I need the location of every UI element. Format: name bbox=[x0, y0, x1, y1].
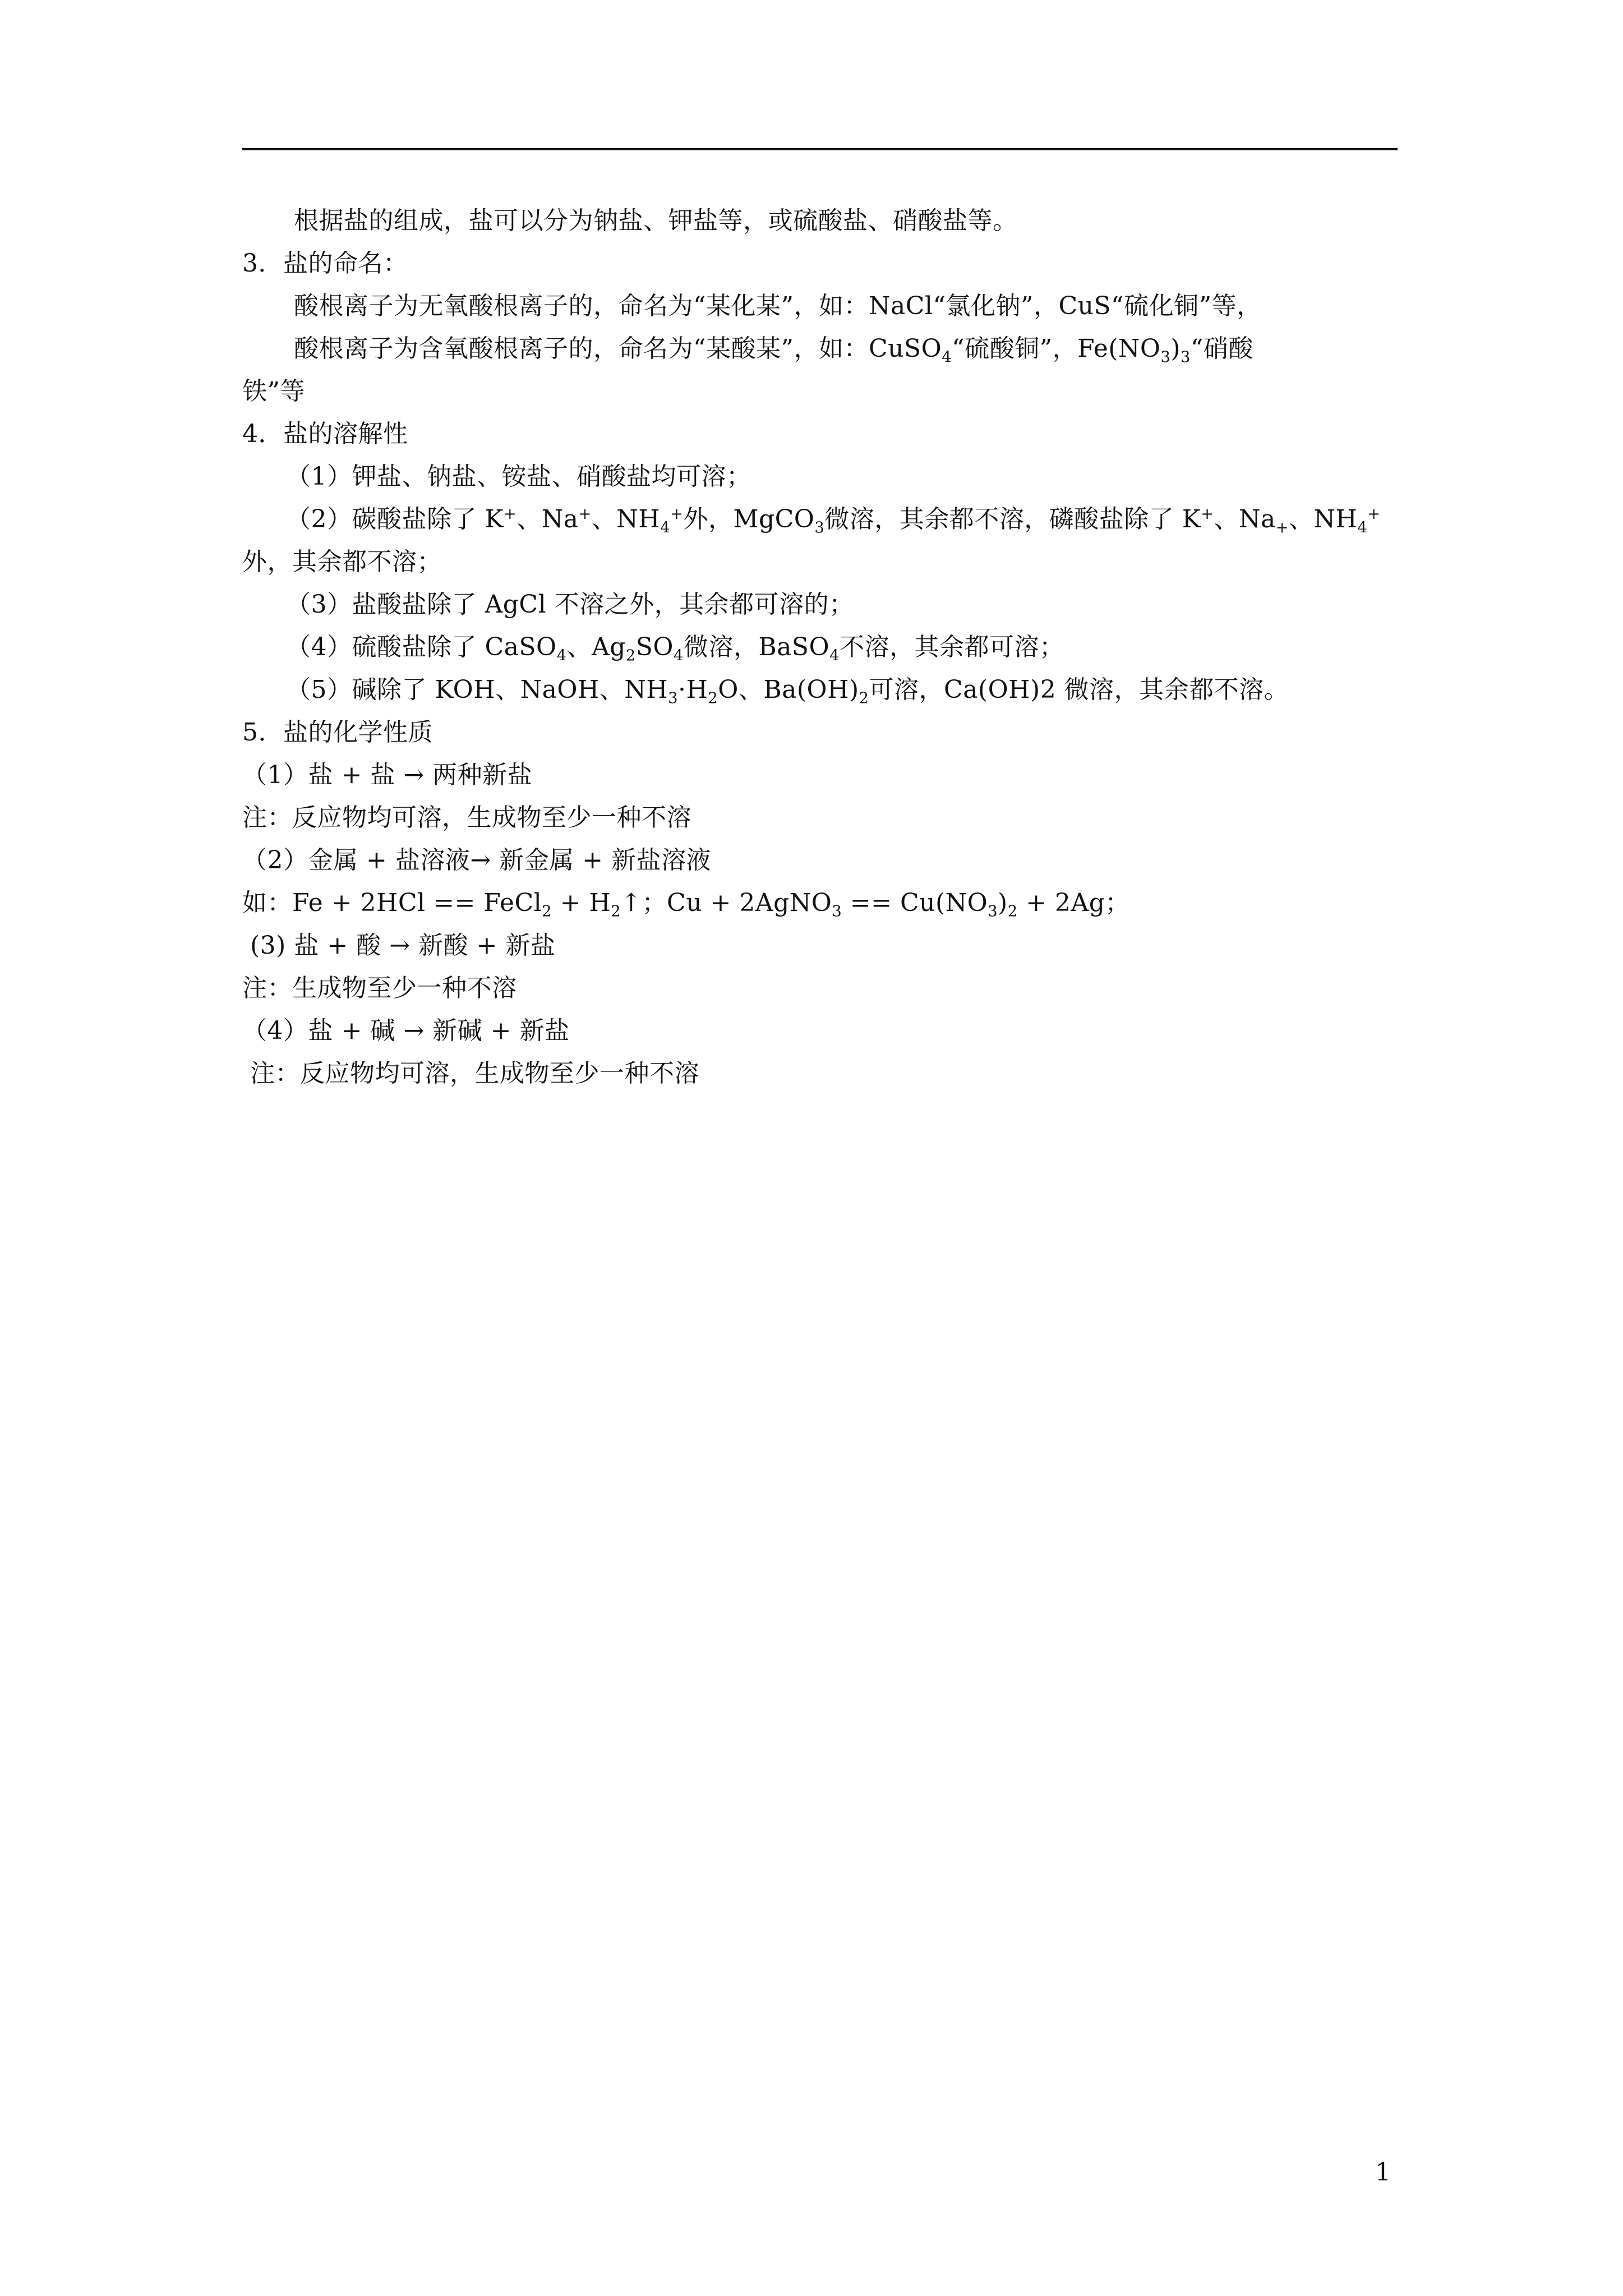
header-rule bbox=[242, 148, 1398, 150]
superscript: + bbox=[1201, 505, 1214, 523]
text: 不溶，其余都可溶； bbox=[839, 633, 1064, 661]
text: “硫酸铜”，Fe(NO bbox=[952, 334, 1161, 363]
subscript: + bbox=[1275, 519, 1289, 537]
text: SO bbox=[635, 633, 674, 661]
text: 酸根离子为含氧酸根离子的，命名为“某酸某”，如：CuSO bbox=[294, 334, 942, 363]
subscript: 3 bbox=[832, 903, 842, 921]
solubility-item-3: （3）盐酸盐除了 AgCl 不溶之外，其余都可溶的； bbox=[286, 590, 854, 619]
property-1-note: 注：反应物均可溶，生成物至少一种不溶 bbox=[242, 803, 691, 832]
subscript: 4 bbox=[829, 647, 840, 665]
solubility-item-5 bbox=[286, 673, 1289, 707]
text: ) bbox=[1170, 334, 1181, 363]
subscript: 2 bbox=[1007, 903, 1018, 921]
heading-salt-naming: 3．盐的命名： bbox=[242, 249, 408, 278]
text: == Cu(NO bbox=[842, 889, 988, 917]
subscript: 2 bbox=[708, 689, 718, 707]
property-1: （1）盐 + 盐 → 两种新盐 bbox=[242, 761, 533, 789]
text: ↑；Cu + 2AgNO bbox=[621, 889, 832, 917]
text: 、Na bbox=[1214, 505, 1276, 533]
text: 微溶，BaSO bbox=[683, 633, 830, 661]
text: 如：Fe + 2HCl == FeCl bbox=[242, 889, 542, 917]
subscript: 2 bbox=[859, 689, 869, 707]
subscript: 4 bbox=[673, 647, 684, 665]
text: 外，MgCO bbox=[683, 505, 815, 533]
text: 微溶，其余都不溶，磷酸盐除了 K bbox=[824, 505, 1201, 533]
subscript: 2 bbox=[611, 903, 621, 921]
subscript: 2 bbox=[625, 647, 636, 665]
paragraph-oxy-naming-cont: 铁”等 bbox=[242, 377, 305, 406]
text: + 2Ag； bbox=[1017, 889, 1130, 917]
text: 、Ag bbox=[566, 633, 626, 661]
subscript: 3 bbox=[668, 689, 679, 707]
heading-chemical-properties: 5．盐的化学性质 bbox=[242, 718, 433, 747]
text: ) bbox=[998, 889, 1008, 917]
page-number: 1 bbox=[1375, 2158, 1391, 2187]
solubility-item-2-cont: 外，其余都不溶； bbox=[242, 547, 442, 576]
heading-solubility: 4．盐的溶解性 bbox=[242, 420, 408, 448]
property-4: （4）盐 + 碱 → 新碱 + 新盐 bbox=[242, 1016, 570, 1045]
subscript: 3 bbox=[1181, 348, 1191, 366]
subscript: 2 bbox=[542, 903, 552, 921]
superscript: + bbox=[1367, 505, 1381, 523]
text: + H bbox=[552, 889, 611, 917]
solubility-item-1: （1）钾盐、钠盐、铵盐、硝酸盐均可溶； bbox=[286, 462, 751, 491]
subscript: 4 bbox=[942, 348, 952, 366]
subscript: 4 bbox=[660, 519, 671, 537]
text: “硝酸 bbox=[1190, 334, 1253, 363]
subscript: 3 bbox=[1160, 348, 1171, 366]
paragraph-oxy-naming bbox=[294, 332, 1253, 366]
subscript: 4 bbox=[1357, 519, 1368, 537]
superscript: + bbox=[670, 505, 684, 523]
paragraph-anoxic-naming: 酸根离子为无氧酸根离子的，命名为“某化某”，如：NaCl“氯化钠”，CuS“硫化铜”等， bbox=[294, 292, 1262, 320]
superscript: + bbox=[503, 505, 517, 523]
superscript: + bbox=[578, 505, 592, 523]
solubility-item-4 bbox=[286, 631, 1064, 664]
text: ·H bbox=[678, 675, 708, 704]
text: （4）硫酸盐除了 CaSO bbox=[286, 633, 557, 661]
property-2-example bbox=[242, 886, 1130, 920]
text: （2）碳酸盐除了 K bbox=[286, 505, 504, 533]
text: 、NH bbox=[591, 505, 661, 533]
text: 、Na bbox=[517, 505, 579, 533]
subscript: 3 bbox=[988, 903, 998, 921]
property-3: (3) 盐 + 酸 → 新酸 + 新盐 bbox=[250, 931, 556, 960]
solubility-item-2 bbox=[286, 503, 1381, 536]
property-2: （2）金属 + 盐溶液→ 新金属 + 新盐溶液 bbox=[242, 846, 712, 875]
subscript: 3 bbox=[814, 519, 825, 537]
subscript: 4 bbox=[556, 647, 567, 665]
paragraph-salt-classification: 根据盐的组成，盐可以分为钠盐、钾盐等，或硫酸盐、硝酸盐等。 bbox=[294, 206, 1018, 235]
text: 可溶，Ca(OH)2 微溶，其余都不溶。 bbox=[869, 675, 1289, 704]
text: 、NH bbox=[1289, 505, 1358, 533]
text: O、Ba(OH) bbox=[718, 675, 859, 704]
text: （5）碱除了 KOH、NaOH、NH bbox=[286, 675, 668, 704]
property-3-note: 注：生成物至少一种不溶 bbox=[242, 974, 517, 1002]
property-4-note: 注：反应物均可溶，生成物至少一种不溶 bbox=[250, 1059, 699, 1088]
